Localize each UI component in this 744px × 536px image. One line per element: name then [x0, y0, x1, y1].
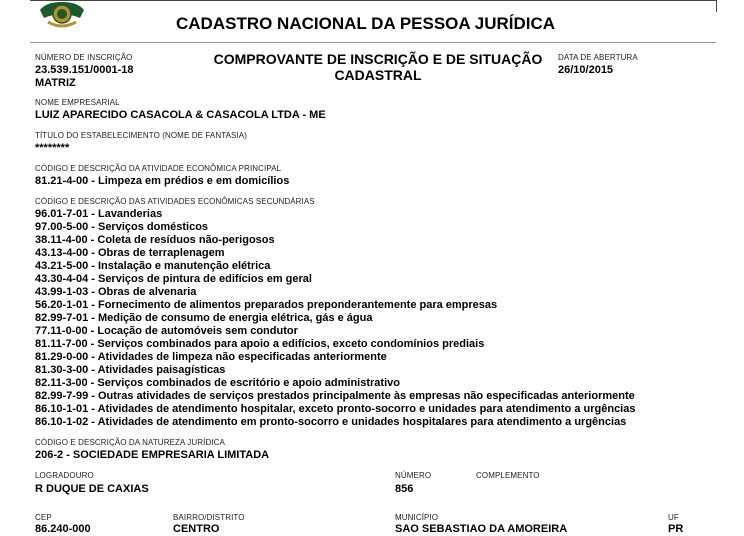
- inscricao-label: NÚMERO DE INSCRIÇÃO: [35, 53, 133, 62]
- subtitle-line-2: CADASTRAL: [334, 67, 422, 83]
- inscricao-type: MATRIZ: [35, 77, 76, 89]
- inscricao-number: 23.539.151/0001-18: [35, 64, 134, 76]
- list-item: 56.20-1-01 - Fornecimento de alimentos preparados preponderantemente para empresas: [35, 299, 498, 311]
- brasao-seal-icon: [36, 0, 88, 30]
- list-item: 43.21-5-00 - Instalação e manutenção elétrica: [35, 260, 271, 272]
- complemento-label: COMPLEMENTO: [476, 471, 540, 480]
- numero-value: 856: [395, 483, 414, 495]
- municipio-value: SAO SEBASTIAO DA AMOREIRA: [395, 523, 568, 535]
- atividades-secundarias-label: CÓDIGO E DESCRIÇÃO DAS ATIVIDADES ECONÔMICAS SECUNDÁRIAS: [35, 197, 315, 206]
- fantasia-label: TÍTULO DO ESTABELECIMENTO (NOME DE FANTASIA): [35, 131, 247, 140]
- list-item: 38.11-4-00 - Coleta de resíduos não-perigosos: [35, 234, 275, 246]
- list-item: 77.11-0-00 - Locação de automóveis sem condutor: [35, 325, 298, 337]
- list-item: 81.29-0-00 - Atividades de limpeza não especificadas anteriormente: [35, 351, 387, 363]
- list-item: 97.00-5-00 - Serviços domésticos: [35, 221, 209, 233]
- natureza-juridica-label: CÓDIGO E DESCRIÇÃO DA NATUREZA JURÍDICA: [35, 438, 225, 447]
- list-item: 81.30-3-00 - Atividades paisagísticas: [35, 364, 226, 376]
- list-item: 43.13-4-00 - Obras de terraplenagem: [35, 247, 225, 259]
- atividade-principal-label: CÓDIGO E DESCRIÇÃO DA ATIVIDADE ECONÔMICA PRINCIPAL: [35, 164, 282, 173]
- bairro-label: BAIRRO/DISTRITO: [173, 513, 245, 522]
- nome-empresarial-label: NOME EMPRESARIAL: [35, 98, 120, 107]
- list-item: 82.99-7-01 - Medição de consumo de energia elétrica, gás e água: [35, 312, 373, 324]
- natureza-juridica-value: 206-2 - SOCIEDADE EMPRESARIA LIMITADA: [35, 449, 270, 461]
- bairro-value: CENTRO: [173, 523, 220, 535]
- municipio-label: MUNICÍPIO: [395, 513, 439, 522]
- abertura-date: 26/10/2015: [558, 64, 614, 76]
- fantasia-value: ********: [35, 142, 70, 154]
- atividade-principal-value: 81.21-4-00 - Limpeza em prédios e em domicílios: [35, 175, 290, 187]
- abertura-label: DATA DE ABERTURA: [558, 53, 638, 62]
- uf-label: UF: [668, 513, 679, 522]
- uf-value: PR: [668, 523, 684, 535]
- top-border: [30, 0, 716, 1]
- right-border: [716, 0, 717, 12]
- list-item: 96.01-7-01 - Lavanderias: [35, 208, 163, 220]
- list-item: 82.11-3-00 - Serviços combinados de escritório e apoio administrativo: [35, 377, 400, 389]
- cep-value: 86.240-000: [35, 523, 91, 535]
- list-item: 86.10-1-01 - Atividades de atendimento hospitalar, exceto pronto-socorro e unidades para atendimento a urgências: [35, 403, 636, 415]
- document-subtitle: [196, 51, 560, 83]
- cep-label: CEP: [35, 513, 52, 522]
- nome-empresarial-value: LUIZ APARECIDO CASACOLA & CASACOLA LTDA - ME: [35, 109, 326, 121]
- atividades-secundarias-list: [0, 208, 744, 432]
- list-item: 81.11-7-00 - Serviços combinados para apoio a edifícios, exceto condomínios prediais: [35, 338, 485, 350]
- list-item: 43.99-1-03 - Obras de alvenaria: [35, 286, 197, 298]
- list-item: 82.99-7-99 - Outras atividades de serviços prestados principalmente às empresas não especificadas anteriormente: [35, 390, 635, 402]
- logradouro-label: LOGRADOURO: [35, 471, 94, 480]
- numero-label: NÚMERO: [395, 471, 432, 480]
- logradouro-value: R DUQUE DE CAXIAS: [35, 483, 149, 495]
- list-item: 43.30-4-04 - Serviços de pintura de edifícios em geral: [35, 273, 312, 285]
- header-divider: [30, 42, 716, 43]
- list-item: 86.10-1-02 - Atividades de atendimento em pronto-socorro e unidades hospitalares para atendimento a urgências: [35, 416, 627, 428]
- subtitle-line-1: COMPROVANTE DE INSCRIÇÃO E DE SITUAÇÃO: [213, 51, 543, 67]
- page-title: CADASTRO NACIONAL DA PESSOA JURÍDICA: [176, 14, 556, 33]
